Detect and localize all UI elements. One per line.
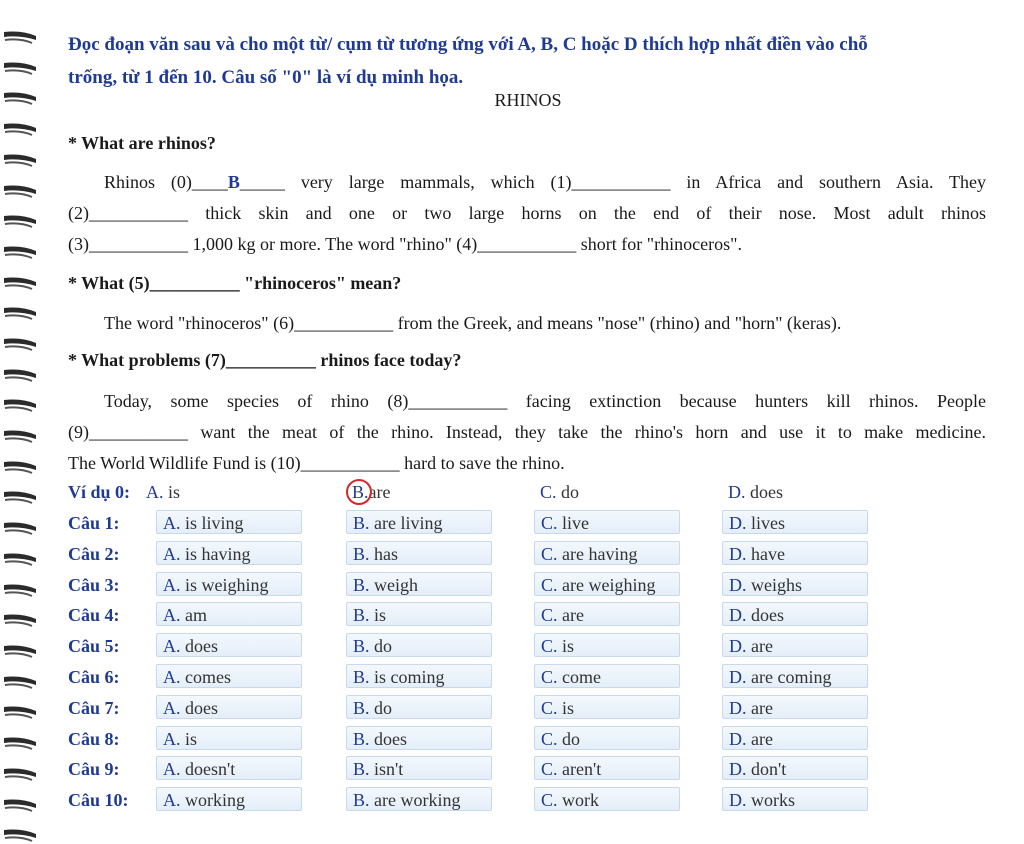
option-d[interactable] — [722, 664, 868, 688]
option-letter: B. — [353, 544, 370, 564]
option-letter: D. — [728, 482, 746, 502]
binding-ring — [2, 427, 38, 445]
option-text: is coming — [374, 667, 445, 687]
option-d[interactable] — [722, 572, 868, 596]
paragraph-3 — [68, 386, 986, 479]
option-letter: A. — [163, 759, 181, 779]
option-letter: C. — [541, 759, 558, 779]
instruction-line-2: trống, từ 1 đến 10. Câu số "0" là ví dụ minh họa. — [68, 67, 464, 88]
option-letter: B. — [353, 575, 370, 595]
option-text: are — [751, 729, 773, 749]
binding-ring — [2, 703, 38, 721]
binding-ring — [2, 59, 38, 77]
option-letter: C. — [541, 729, 558, 749]
option-text: is — [168, 482, 181, 502]
option-letter: B. — [353, 605, 370, 625]
option-text: does — [374, 729, 408, 749]
binding-ring — [2, 734, 38, 752]
option-letter: B. — [353, 729, 370, 749]
option-c[interactable] — [534, 726, 680, 750]
paragraph-3-line-3: The World Wildlife Fund is (10)___________ hard to save the rhino. — [68, 453, 565, 473]
option-text: come — [562, 667, 601, 687]
option-d[interactable] — [722, 633, 868, 657]
option-b[interactable] — [346, 541, 492, 565]
option-text: aren't — [562, 759, 602, 779]
option-a[interactable] — [156, 572, 302, 596]
binding-ring — [2, 304, 38, 322]
option-letter: D. — [729, 729, 747, 749]
binding-ring — [2, 611, 38, 629]
option-text: am — [185, 605, 207, 625]
option-text: are working — [374, 790, 461, 810]
option-c[interactable] — [534, 633, 680, 657]
option-text: is — [562, 636, 575, 656]
binding-ring — [2, 151, 38, 169]
option-text: do — [561, 482, 580, 502]
question-label: Câu 8: — [68, 729, 120, 749]
binding-ring — [2, 28, 38, 46]
option-c[interactable] — [534, 695, 680, 719]
question-row — [68, 787, 988, 813]
paragraph-1-line-1 — [68, 167, 986, 198]
binding-ring — [2, 488, 38, 506]
passage-title: RHINOS — [494, 90, 562, 110]
option-text: doesn't — [185, 759, 236, 779]
instruction-text — [68, 28, 988, 94]
binding-ring — [2, 212, 38, 230]
option-letter: C. — [541, 513, 558, 533]
heading-what-are-rhinos: * What are rhinos? — [68, 133, 216, 153]
option-letter: B. — [353, 759, 370, 779]
option-b[interactable] — [346, 510, 492, 534]
option-text: are having — [562, 544, 638, 564]
option-text: weigh — [374, 575, 419, 595]
question-row — [68, 695, 988, 721]
option-text: live — [562, 513, 590, 533]
example-option-b — [352, 482, 391, 503]
option-letter: D. — [729, 605, 747, 625]
question-label: Câu 5: — [68, 636, 120, 656]
option-a[interactable] — [156, 510, 302, 534]
option-text: do — [562, 729, 581, 749]
option-d[interactable] — [722, 602, 868, 626]
option-c[interactable] — [534, 510, 680, 534]
example-label: Ví dụ 0: — [68, 482, 131, 502]
binding-ring — [2, 765, 38, 783]
option-letter: B. — [353, 513, 370, 533]
option-d[interactable] — [722, 756, 868, 780]
binding-ring — [2, 581, 38, 599]
example-option-d — [728, 482, 783, 503]
question-row — [68, 633, 988, 659]
question-row — [68, 756, 988, 782]
binding-ring — [2, 89, 38, 107]
option-a[interactable] — [156, 664, 302, 688]
binding-ring — [2, 366, 38, 384]
binding-ring — [2, 182, 38, 200]
question-label: Câu 7: — [68, 698, 120, 718]
option-text: are — [751, 636, 773, 656]
option-c[interactable] — [534, 664, 680, 688]
option-letter: A. — [163, 605, 181, 625]
option-d[interactable] — [722, 695, 868, 719]
option-text: does — [185, 636, 218, 656]
option-b[interactable] — [346, 602, 492, 626]
option-text: is weighing — [185, 575, 269, 595]
option-text: do — [374, 698, 393, 718]
paragraph-3-line-2: (9)___________ want the meat of the rhino. Instead, they take the rhino's horn and use it to make medicine. — [68, 422, 986, 442]
option-a[interactable] — [156, 695, 302, 719]
option-letter: D. — [729, 575, 747, 595]
option-letter: A. — [163, 667, 181, 687]
option-a[interactable] — [156, 726, 302, 750]
question-label: Câu 4: — [68, 605, 120, 625]
question-label: Câu 6: — [68, 667, 120, 687]
option-letter: C. — [541, 575, 558, 595]
paragraph-2-line-1: The word "rhinoceros" (6)___________ from the Greek, and means "nose" (rhino) and "horn" (keras). — [104, 313, 842, 333]
question-row — [68, 572, 988, 598]
question-row — [68, 510, 988, 536]
question-label: Câu 3: — [68, 575, 120, 595]
option-text: has — [374, 544, 399, 564]
option-a[interactable] — [156, 787, 302, 811]
option-a[interactable] — [156, 602, 302, 626]
option-letter: C. — [541, 605, 558, 625]
binding-ring — [2, 120, 38, 138]
option-letter: C. — [541, 790, 558, 810]
option-b[interactable] — [346, 664, 492, 688]
option-letter: B. — [353, 636, 370, 656]
paragraph-1-line-3: (3)___________ 1,000 kg or more. The word "rhino" (4)___________ short for "rhinoceros". — [68, 234, 742, 254]
option-letter: B. — [352, 482, 369, 502]
question-row — [68, 602, 988, 628]
option-a[interactable] — [156, 756, 302, 780]
option-b[interactable] — [346, 787, 492, 811]
option-b[interactable] — [346, 695, 492, 719]
question-row — [68, 541, 988, 567]
paragraph-1 — [68, 167, 986, 260]
option-text: are — [751, 698, 773, 718]
binding-ring — [2, 519, 38, 537]
question-label: Câu 9: — [68, 759, 120, 779]
option-letter: A. — [163, 790, 181, 810]
option-text: works — [751, 790, 795, 810]
option-letter: D. — [729, 636, 747, 656]
option-letter: D. — [729, 544, 747, 564]
instruction-line-1: Đọc đoạn văn sau và cho một từ/ cụm từ tương ứng với A, B, C hoặc D thích hợp nhất điền vào chỗ — [68, 34, 868, 55]
option-c[interactable] — [534, 572, 680, 596]
binding-ring — [2, 796, 38, 814]
option-text: is — [374, 605, 387, 625]
option-a[interactable] — [156, 633, 302, 657]
spiral-binding — [0, 0, 48, 836]
paragraph-2 — [68, 308, 986, 339]
option-letter: C. — [541, 636, 558, 656]
option-letter: D. — [729, 698, 747, 718]
option-letter: C. — [541, 698, 558, 718]
binding-ring — [2, 826, 38, 844]
paragraph-1-line-2: (2)___________ thick skin and one or two large horns on the end of their nose. Most adult rhinos — [68, 203, 986, 223]
question-row — [68, 664, 988, 690]
option-letter: A. — [163, 513, 181, 533]
option-text: is — [185, 729, 198, 749]
option-text: weighs — [751, 575, 802, 595]
binding-ring — [2, 274, 38, 292]
text-segment: _____ very large mammals, which (1)___________ in Africa and southern Asia. They — [239, 172, 987, 192]
option-text: comes — [185, 667, 231, 687]
option-text: lives — [751, 513, 785, 533]
option-text: does — [751, 605, 784, 625]
option-letter: A. — [163, 544, 181, 564]
option-letter: D. — [729, 667, 747, 687]
question-label: Câu 10: — [68, 790, 129, 810]
option-text: are — [368, 482, 391, 502]
option-text: are living — [374, 513, 443, 533]
binding-ring — [2, 550, 38, 568]
heading-what-mean: * What (5)__________ "rhinoceros" mean? — [68, 273, 402, 293]
question-label: Câu 1: — [68, 513, 120, 533]
option-letter: A. — [163, 698, 181, 718]
option-d[interactable] — [722, 787, 868, 811]
option-c[interactable] — [534, 756, 680, 780]
option-letter: D. — [729, 790, 747, 810]
option-letter: A. — [163, 575, 181, 595]
option-letter: D. — [729, 759, 747, 779]
binding-ring — [2, 642, 38, 660]
example-option-c — [540, 482, 579, 503]
option-letter: D. — [729, 513, 747, 533]
option-b[interactable] — [346, 633, 492, 657]
option-a[interactable] — [156, 541, 302, 565]
question-row — [68, 726, 988, 752]
option-letter: B. — [353, 667, 370, 687]
option-text: does — [750, 482, 783, 502]
option-letter: B. — [353, 698, 370, 718]
option-b[interactable] — [346, 756, 492, 780]
option-letter: C. — [540, 482, 557, 502]
example-answer: B — [227, 172, 240, 192]
option-b[interactable] — [346, 572, 492, 596]
option-text: do — [374, 636, 393, 656]
answer-circle — [346, 479, 372, 505]
binding-ring — [2, 673, 38, 691]
option-b[interactable] — [346, 726, 492, 750]
binding-ring — [2, 458, 38, 476]
option-text: work — [562, 790, 600, 810]
option-d[interactable] — [722, 510, 868, 534]
option-letter: A. — [146, 482, 164, 502]
option-text: working — [185, 790, 245, 810]
option-text: are coming — [751, 667, 832, 687]
example-option-a — [146, 482, 180, 503]
option-letter: C. — [541, 667, 558, 687]
option-text: is living — [185, 513, 244, 533]
example-row — [68, 479, 988, 505]
option-d[interactable] — [722, 541, 868, 565]
heading-what-problems: * What problems (7)__________ rhinos face today? — [68, 350, 462, 370]
option-text: is — [562, 698, 575, 718]
option-text: does — [185, 698, 218, 718]
option-text: isn't — [374, 759, 404, 779]
option-text: is having — [185, 544, 251, 564]
question-label: Câu 2: — [68, 544, 120, 564]
option-letter: A. — [163, 729, 181, 749]
option-d[interactable] — [722, 726, 868, 750]
option-c[interactable] — [534, 541, 680, 565]
option-c[interactable] — [534, 602, 680, 626]
paragraph-3-line-1: Today, some species of rhino (8)___________ facing extinction because hunters kill rhinos. People — [104, 391, 986, 411]
option-letter: A. — [163, 636, 181, 656]
binding-ring — [2, 396, 38, 414]
option-letter: C. — [541, 544, 558, 564]
binding-ring — [2, 335, 38, 353]
binding-ring — [2, 243, 38, 261]
option-letter: B. — [353, 790, 370, 810]
option-c[interactable] — [534, 787, 680, 811]
option-text: don't — [751, 759, 787, 779]
option-text: are — [562, 605, 584, 625]
option-text: are weighing — [562, 575, 656, 595]
option-text: have — [751, 544, 785, 564]
text-segment: Rhinos (0)____ — [104, 172, 228, 192]
